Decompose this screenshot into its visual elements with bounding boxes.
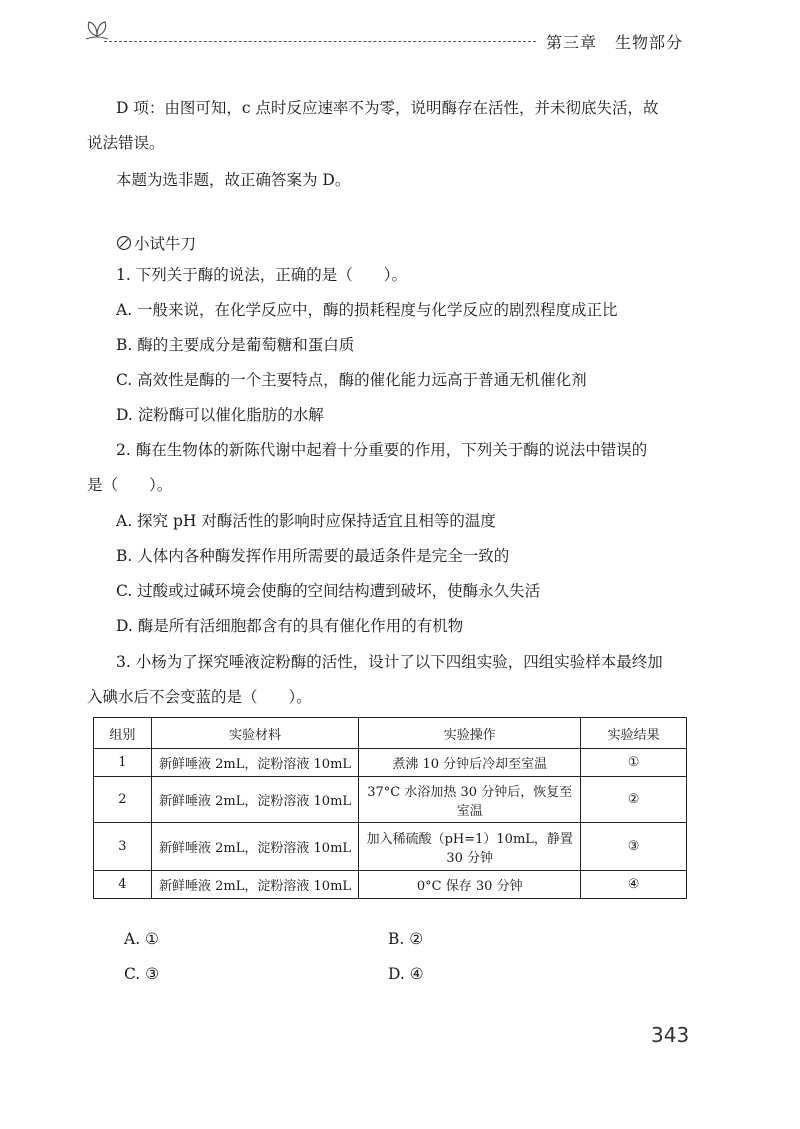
- cell-material: 新鲜唾液 2mL，淀粉溶液 10mL: [151, 871, 358, 899]
- cell-result: ③: [581, 823, 687, 871]
- cell-operation: 煮沸 10 分钟后冷却至室温: [359, 749, 581, 777]
- pencil-circle-icon: [116, 235, 132, 251]
- header-group: 组别: [94, 718, 152, 749]
- cell-group: 4: [94, 871, 152, 899]
- q2-option-a: A. 探究 pH 对酶活性的影响时应保持适宜且相等的温度: [116, 512, 496, 530]
- table-row: [94, 823, 687, 871]
- cell-operation: 0°C 保存 30 分钟: [359, 871, 581, 899]
- q3-option-a: A. ①: [124, 930, 159, 948]
- cell-result: ④: [581, 871, 687, 899]
- q3-option-d: D. ④: [388, 965, 424, 983]
- cell-group: 1: [94, 749, 152, 777]
- header-rule: [104, 41, 536, 42]
- cell-group: 2: [94, 777, 152, 823]
- q3-stem-line-2: 入碘水后不会变蓝的是（ ）。: [87, 688, 312, 706]
- section-title-text: 小试牛刀: [134, 235, 197, 253]
- table-row: [94, 749, 687, 777]
- table-header-row: [94, 718, 687, 749]
- explanation-conclusion: 本题为选非题，故正确答案为 D。: [116, 171, 351, 189]
- q1-option-b: B. 酶的主要成分是葡萄糖和蛋白质: [116, 336, 355, 354]
- header-result: 实验结果: [581, 718, 687, 749]
- page-number: 343: [651, 1023, 690, 1047]
- running-header: [546, 30, 701, 53]
- q2-stem-line-1: 2. 酶在生物体的新陈代谢中起着十分重要的作用，下列关于酶的说法中错误的: [116, 441, 648, 459]
- cell-operation: 37°C 水浴加热 30 分钟后，恢复至室温: [359, 777, 581, 823]
- section-label: 生物部分: [615, 33, 684, 52]
- section-title: [116, 232, 196, 254]
- table-row: [94, 871, 687, 899]
- q2-option-c: C. 过酸或过碱环境会使酶的空间结构遭到破坏，使酶永久失活: [116, 582, 541, 600]
- q3-option-c: C. ③: [124, 965, 160, 983]
- cell-group: 3: [94, 823, 152, 871]
- q1-option-d: D. 淀粉酶可以催化脂肪的水解: [116, 406, 324, 424]
- experiment-table: [93, 717, 687, 899]
- q3-option-b: B. ②: [388, 930, 424, 948]
- chapter-label: 第三章: [546, 33, 598, 52]
- cell-material: 新鲜唾液 2mL，淀粉溶液 10mL: [151, 749, 358, 777]
- explanation-line-1: D 项：由图可知，c 点时反应速率不为零，说明酶存在活性，并未彻底失活，故: [116, 99, 659, 117]
- table-row: [94, 777, 687, 823]
- header-material: 实验材料: [151, 718, 358, 749]
- leaf-logo-icon: [84, 18, 110, 40]
- q1-option-a: A. 一般来说，在化学反应中，酶的损耗程度与化学反应的剧烈程度成正比: [116, 301, 618, 319]
- q1-stem: 1. 下列关于酶的说法，正确的是（ ）。: [116, 266, 407, 284]
- header-operation: 实验操作: [359, 718, 581, 749]
- cell-result: ②: [581, 777, 687, 823]
- q3-stem-line-1: 3. 小杨为了探究唾液淀粉酶的活性，设计了以下四组实验，四组实验样本最终加: [116, 653, 663, 671]
- cell-operation: 加入稀硫酸（pH=1）10mL，静置 30 分钟: [359, 823, 581, 871]
- cell-result: ①: [581, 749, 687, 777]
- explanation-line-2: 说法错误。: [87, 134, 165, 152]
- q1-option-c: C. 高效性是酶的一个主要特点，酶的催化能力远高于普通无机催化剂: [116, 371, 587, 389]
- cell-material: 新鲜唾液 2mL，淀粉溶液 10mL: [151, 777, 358, 823]
- q2-option-d: D. 酶是所有活细胞都含有的具有催化作用的有机物: [116, 617, 464, 635]
- q2-stem-line-2: 是（ ）。: [87, 476, 173, 494]
- cell-material: 新鲜唾液 2mL，淀粉溶液 10mL: [151, 823, 358, 871]
- q2-option-b: B. 人体内各种酶发挥作用所需要的最适条件是完全一致的: [116, 547, 510, 565]
